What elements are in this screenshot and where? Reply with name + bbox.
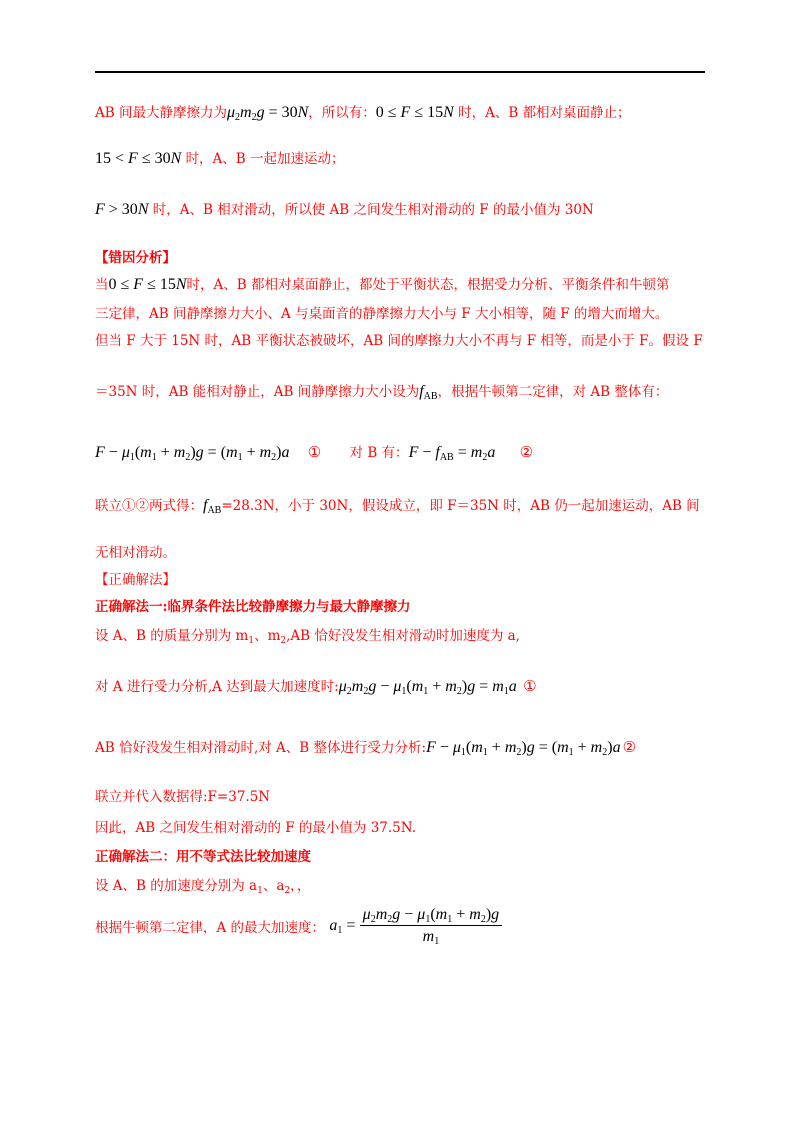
text-line-relative-slide: F > 30N 时，A、B 相对滑动，所以使 AB 之间发生相对滑动的 F 的最小值为 30N: [95, 201, 594, 218]
text-line-a-analysis: 对 A 进行受力分析,A 达到最大加速度时$:\mu_2m_2g - \mu_1(m_1 + m_2)g = m_1a$ ①: [95, 677, 537, 697]
formula-f-ab-2: $f_{AB}$: [203, 497, 222, 516]
text-line-error-4: ＝35N 时，AB 能相对静止，AB 间静摩擦力大小设为$f_{AB}$，根据牛顿第二定律，对 AB 整体有：: [95, 383, 669, 402]
method-2-title: 正确解法二：用不等式法比较加速度: [95, 849, 311, 865]
text-line-max-static-friction: AB 间最大静摩擦力为$\mu_2m_2g = 30N$，所以有：0 ≤ F ≤ 15N 时，A、B 都相对桌面静止；: [95, 104, 631, 123]
text-line-error-1: 当0 ≤ F ≤ 15N时，A、B 都相对桌面静止，都处于平衡状态，根据受力分析、平衡条件和牛顿第: [95, 276, 670, 293]
text-line-error-2: 三定律，AB 间静摩擦力大小、A 与桌面音的静摩擦力大小与 F 大小相等，随 F 的增大而增大。: [95, 306, 669, 322]
formula-range-static: 0 ≤ F ≤ 15N: [375, 104, 454, 121]
text-line-together-accel: 15 < F ≤ 30N 时，A、B 一起加速运动；: [95, 150, 345, 167]
heading-correct-solution: 【正确解法】: [95, 572, 176, 588]
formula-b: $F - f_{AB} = m_2a$: [408, 444, 496, 463]
heading-error-analysis: 【错因分析】: [95, 250, 176, 266]
formula-whole-ab: $F - \mu_1(m_1 + m_2)g = (m_1 + m_2)a$: [95, 444, 290, 463]
formula-whole-ab-2: $F - \mu_1(m_1 + m_2)g = (m_1 + m_2)a$: [426, 739, 621, 758]
header-rule: [95, 71, 705, 73]
equation-line-1: $F - \mu_1(m_1 + m_2)g = (m_1 + m_2)a$ ① 对 B 有：$F - f_{AB} = m_2a$ ②: [95, 443, 534, 463]
formula-a1-label: $a_1$ =: [329, 917, 356, 936]
text-line-conclusion: 因此，AB 之间发生相对滑动的 F 的最小值为 37.5N.: [95, 820, 417, 836]
formula-a-max: $\mu_2m_2g - \mu_1(m_1 + m_2)g = m_1a$: [338, 678, 517, 697]
formula-max-friction: $\mu_2m_2g = 30N$: [226, 104, 309, 123]
text-line-no-slide: 无相对滑动。: [95, 545, 176, 561]
formula-f-ab: $f_{AB}$: [419, 383, 438, 402]
formula-range-slide: F > 30N: [95, 201, 149, 218]
method-1-title: 正确解法一:临界条件法比较静摩擦力与最大静摩擦力: [95, 599, 411, 615]
formula-a1-fraction: $\frac{\mu_2m_2g - \mu_1(m_1 + m_2)g}{m_1}$: [360, 906, 502, 946]
text-line-accels: 设 A、B 的加速度分别为 $a_1$、$a_2$，，: [95, 878, 311, 896]
text-line-whole-analysis: AB 恰好没发生相对滑动时,对 A、B 整体进行受力分析:F − $\mu_1(m_1 + m_2)g = (m_1 + m_2)a$ ②: [95, 738, 637, 758]
text-line-error-3: 但当 F 大于 15N 时，AB 平衡状态被破坏，AB 间的摩擦力大小不再与 F 相等，而是小于 F。假设 F: [95, 333, 703, 349]
text-line-a1-max: 根据牛顿第二定律，A 的最大加速度： $a_1$ = $\frac{\mu_2m_2g - \mu_1(m_1 + m_2)g}{m_1}$: [95, 906, 715, 946]
text-line-result: 联立并代入数据得:F=37.5N: [95, 789, 271, 805]
text-line-masses: 设 A、B 的质量分别为 $m_1$、$m_2,AB$ 恰好没发生相对滑动时加速度为 a,: [95, 628, 521, 646]
text-line-combine: 联立①②两式得：$f_{AB}=28.3N$，小于 30N，假设成立，即 F＝35N 时，AB 仍一起加速运动，AB 间: [95, 497, 700, 516]
formula-range-together: 15 < F ≤ 30N: [95, 150, 182, 167]
formula-range-static-2: 0 ≤ F ≤ 15N: [108, 276, 187, 293]
